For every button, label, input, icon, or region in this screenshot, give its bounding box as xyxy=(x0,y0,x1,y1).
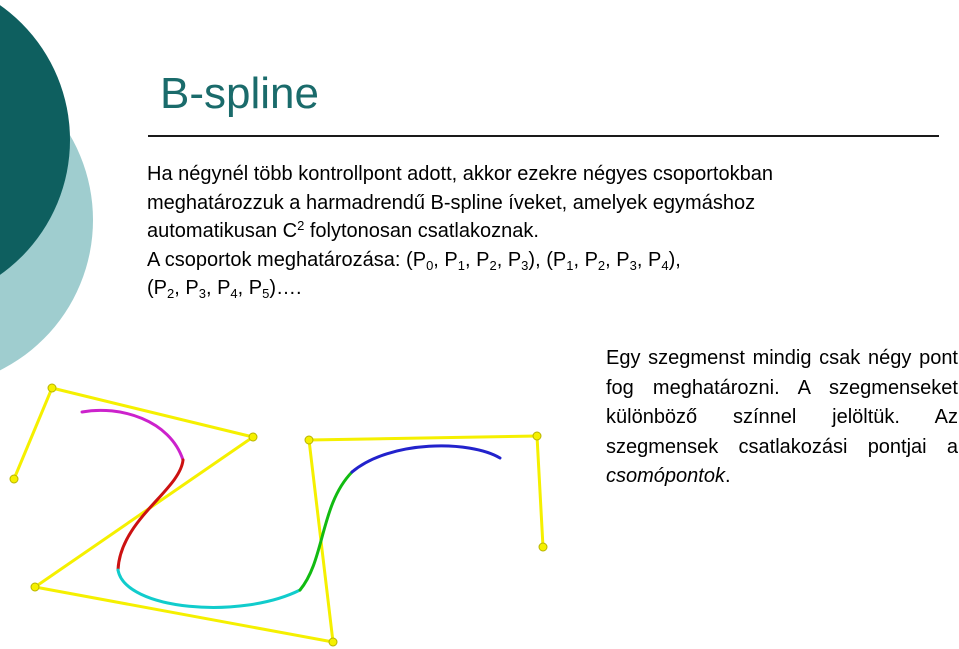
continuity-superscript: 2 xyxy=(297,218,305,233)
group-1: ($P_1$, $P_2$, $P_3$, $P_4$) xyxy=(546,248,676,273)
curve-segments xyxy=(82,410,500,607)
control-point xyxy=(539,543,547,551)
ellipsis: …. xyxy=(276,277,302,299)
main-paragraph xyxy=(147,160,947,303)
group-0: ($P_0$, $P_1$, $P_2$, $P_3$) xyxy=(406,248,536,273)
control-point xyxy=(48,384,56,392)
control-polygon-line xyxy=(14,388,543,642)
segment-red xyxy=(118,460,183,570)
segment-blue xyxy=(352,446,500,472)
note-text: Egy szegmenst mindig csak négy pont fog meghatározni. A szegmenseket különböző színnel jelöltük. Az szegmensek csatlakozási pontjai a xyxy=(606,347,958,458)
groups-line: A csoportok meghatározása: ($P_0$, $P_1$, $P_2$, $P_3$), ($P_1$, $P_2$, $P_3$, $P_4$), xyxy=(147,248,681,273)
note-emphasis: csomópontok xyxy=(606,465,725,487)
control-point xyxy=(329,638,337,646)
groups-label: A csoportok meghatározása: xyxy=(147,248,407,271)
paragraph-line-2: meghatározzuk a harmadrendű B-spline íveket, amelyek egymáshoz xyxy=(147,191,756,214)
control-point xyxy=(305,436,313,444)
segment-magenta xyxy=(82,410,183,460)
paragraph-line-3: automatikusan $C^2$ folytonosan csatlakoznak. xyxy=(147,218,539,242)
control-point xyxy=(10,475,18,483)
title-divider xyxy=(148,135,939,137)
bspline-figure xyxy=(0,370,600,649)
control-point xyxy=(533,432,541,440)
slide-title: B-spline xyxy=(160,69,319,118)
control-points xyxy=(10,384,547,646)
segment-note: Egy szegmenst mindig csak négy pont fog meghatározni. A szegmenseket különböző színnel jelöltük. Az szegmensek csatlakozási pontjai a csomópontok. xyxy=(606,347,958,487)
control-point xyxy=(249,433,257,441)
control-polygon xyxy=(14,388,543,642)
decorative-circles xyxy=(0,0,130,380)
segment-cyan xyxy=(118,570,300,607)
group-2: ($P_2$, $P_3$, $P_4$, $P_5$) xyxy=(147,277,277,301)
control-point xyxy=(31,583,39,591)
paragraph-line-1: Ha négynél több kontrollpont adott, akkor ezekre négyes csoportokban xyxy=(147,163,773,185)
groups-line-2 xyxy=(147,274,947,303)
